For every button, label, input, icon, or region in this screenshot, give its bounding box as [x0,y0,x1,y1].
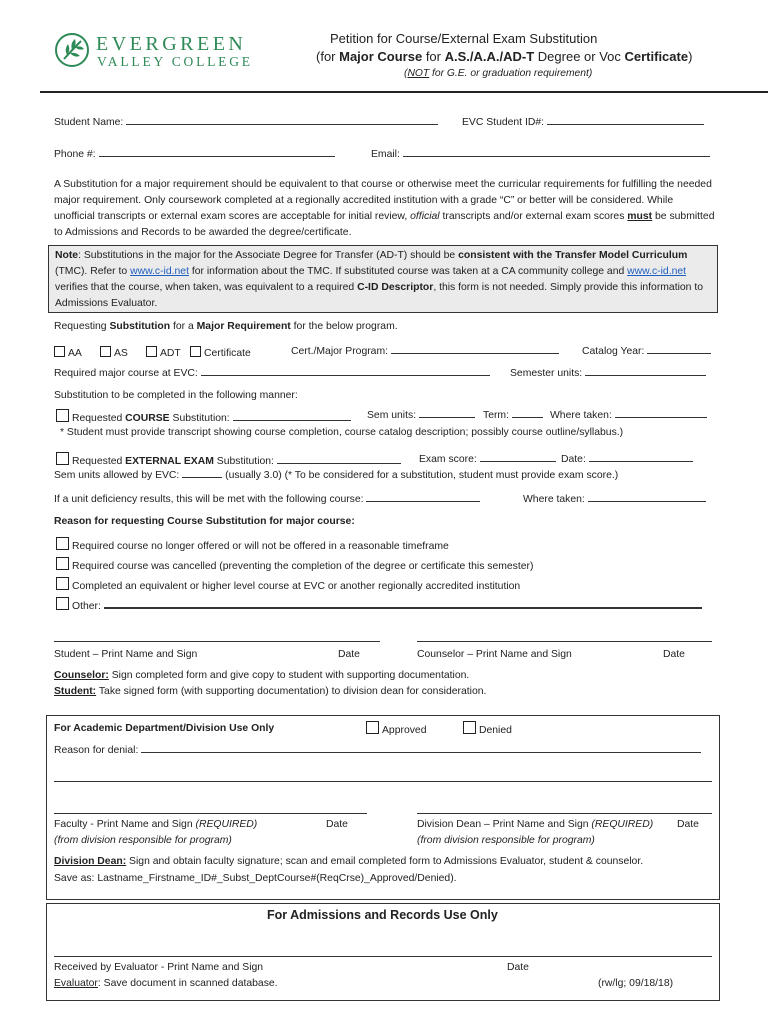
checkbox[interactable] [190,346,201,357]
reason-option-1[interactable]: Required course no longer offered or will not be offered in a reasonable timeframe [56,537,449,552]
checkbox[interactable] [56,452,69,465]
faculty-sub-label: (from division responsible for program) [54,835,232,846]
exam-substitution-field[interactable]: Requested EXTERNAL EXAM Substitution: [56,452,401,467]
evaluator-signature-label: Received by Evaluator - Print Name and Sign [54,962,264,973]
checkbox[interactable] [56,557,69,570]
course-substitution-field[interactable]: Requested COURSE Substitution: [56,409,351,424]
course-term-field[interactable]: Term: [483,410,543,421]
college-logo [54,30,254,74]
exam-units-line[interactable]: Sem units allowed by EVC: (usually 3.0) (* To be considered for a substitution, student must provide exam score.) [54,470,619,481]
evaluator-signature-line[interactable] [54,956,712,957]
dean-signature-label: Division Dean – Print Name and Sign (REQUIRED) [417,819,654,830]
deficiency-where-field[interactable]: Where taken: [523,494,706,505]
option-adt[interactable]: ADT [146,346,181,359]
exam-score-field[interactable]: Exam score: [419,454,556,465]
evaluator-instruction: Evaluator: Save document in scanned database. [54,978,278,989]
logo-name: EVERGREEN [96,33,247,55]
counselor-instruction: Counselor: Sign completed form and give copy to student with supporting documentation. [54,670,470,681]
denied-option[interactable]: Denied [463,721,512,736]
form-note-line: (NOT for G.E. or graduation requirement) [404,68,593,79]
student-signature-label: Student – Print Name and Sign [54,649,198,660]
manner-label: Substitution to be completed in the following manner: [54,390,298,401]
dean-sub-label: (from division responsible for program) [417,835,595,846]
denial-reason-line-2[interactable] [54,781,712,782]
reason-option-other[interactable]: Other: [56,597,702,612]
checkbox[interactable] [100,346,111,357]
admissions-heading: For Admissions and Records Use Only [267,908,498,922]
course-note: * Student must provide transcript showing course completion, course catalog description; possibly course outline/syllabus.) [60,427,624,438]
catalog-year-field[interactable]: Catalog Year: [582,346,711,357]
checkbox[interactable] [56,537,69,550]
leaf-wreath-icon [54,32,90,68]
email-field[interactable]: Email: [371,149,710,160]
student-instruction: Student: Take signed form (with supporting documentation) to division dean for consideration. [54,686,487,697]
faculty-date-label: Date [326,819,348,830]
reason-option-2[interactable]: Required course was cancelled (preventing the completion of the degree or certificate this semester) [56,557,533,572]
evaluator-date-label: Date [507,962,529,973]
reason-heading: Reason for requesting Course Substitution for major course: [54,516,355,527]
checkbox[interactable] [366,721,379,734]
phone-field[interactable]: Phone #: [54,149,335,160]
faculty-signature-label: Faculty - Print Name and Sign (REQUIRED) [54,819,258,830]
cid-link-2[interactable]: www.c-id.net [627,266,687,277]
counselor-date-label: Date [663,649,685,660]
reason-option-3[interactable]: Completed an equivalent or higher level course at EVC or another regionally accredited institution [56,577,520,592]
student-name-field[interactable]: Student Name: [54,117,438,128]
note-box: Note: Substitutions in the major for the Associate Degree for Transfer (AD-T) should be consistent with the Transfer Model Curriculum (TMC). Refer to www.c-id.net for information about the TMC. If substituted course was taken at a CA community college and www.c-id.net verifies that the course, when taken, was equivalent to a required C-ID Descriptor, this form is not needed. Simply provide this information to Admissions Evaluator. [48,245,718,313]
option-aa[interactable]: AA [54,346,82,359]
save-as-instruction: Save as: Lastname_Firstname_ID#_Subst_DeptCourse#(ReqCrse)_Approved/Denied). [54,873,457,884]
header-divider [40,91,768,93]
logo-subtitle: VALLEY COLLEGE [97,54,253,69]
semester-units-field[interactable]: Semester units: [510,368,706,379]
option-certificate[interactable]: Certificate [190,346,251,359]
approved-option[interactable]: Approved [366,721,426,736]
checkbox[interactable] [56,577,69,590]
student-date-label: Date [338,649,360,660]
checkbox[interactable] [463,721,476,734]
department-heading: For Academic Department/Division Use Only [54,723,275,734]
checkbox[interactable] [56,409,69,422]
course-where-field[interactable]: Where taken: [550,410,707,421]
counselor-signature-label: Counselor – Print Name and Sign [417,649,572,660]
required-course-field[interactable]: Required major course at EVC: [54,368,490,379]
dean-instruction: Division Dean: Sign and obtain faculty signature; scan and email completed form to Admissions Evaluator, student & counselor. [54,856,644,867]
revision-code: (rw/lg; 09/18/18) [598,978,674,989]
checkbox[interactable] [146,346,157,357]
counselor-signature-line[interactable] [417,641,712,642]
intro-paragraph: A Substitution for a major requirement should be equivalent to that course or otherwise meet the curricular requirements for fulfilling the needed major requirement. Only coursework completed at a regionally accredited institution with a grade “C” or better will be considered. While unofficial transcripts or external exam scores are acceptable for initial review, official transcripts and/or external exam scores must be submitted to Admissions and Records to be awarded the degree/certificate. [54,179,715,238]
denial-reason-field[interactable]: Reason for denial: [54,745,701,756]
dean-date-label: Date [677,819,699,830]
cid-link[interactable]: www.c-id.net [130,266,189,277]
exam-date-field[interactable]: Date: [561,454,693,465]
student-signature-line[interactable] [54,641,380,642]
request-line: Requesting Substitution for a Major Requirement for the below program. [54,321,398,332]
program-field[interactable]: Cert./Major Program: [291,346,559,357]
form-title: Petition for Course/External Exam Substitution [330,31,598,46]
option-as[interactable]: AS [100,346,128,359]
deficiency-course-field[interactable]: If a unit deficiency results, this will be met with the following course: [54,494,480,505]
checkbox[interactable] [54,346,65,357]
course-sem-units-field[interactable]: Sem units: [367,410,475,421]
faculty-signature-line[interactable] [54,813,367,814]
student-id-field[interactable]: EVC Student ID#: [462,117,704,128]
form-subtitle: (for Major Course for A.S./A.A./AD-T Degree or Voc Certificate) [316,49,693,64]
dean-signature-line[interactable] [417,813,712,814]
checkbox[interactable] [56,597,69,610]
